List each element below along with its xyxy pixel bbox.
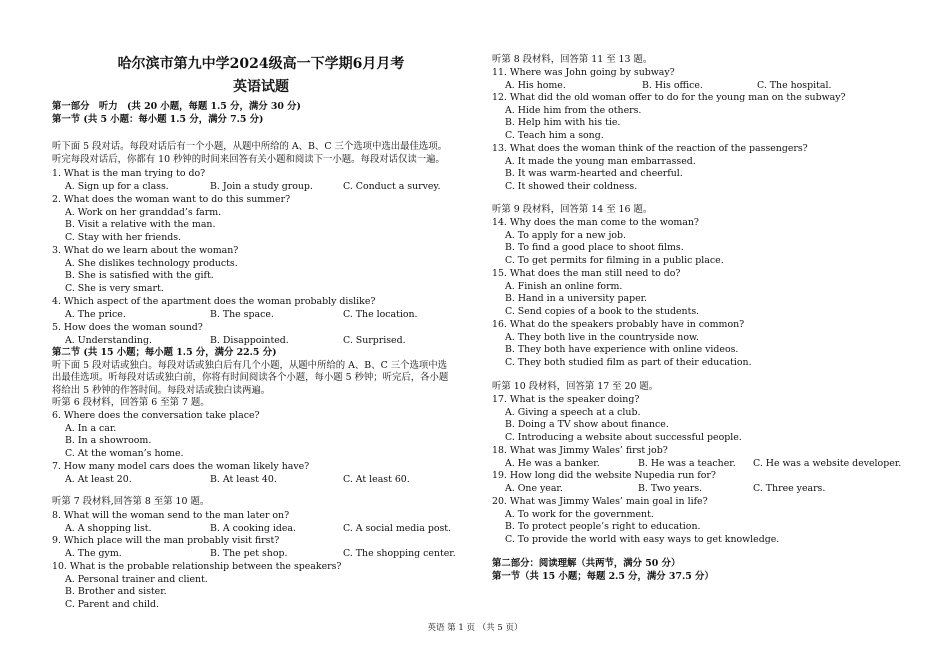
option-a: A. Giving a speech at a club.: [505, 406, 641, 418]
option-c: C. The shopping center.: [343, 547, 456, 559]
option-a: A. Finish an online form.: [505, 280, 623, 292]
part2-header: [492, 558, 912, 583]
option-a: A. To apply for a new job.: [505, 229, 627, 241]
option-b: B. Help him with his tie.: [505, 117, 621, 129]
question-1: [52, 168, 470, 193]
option-a: A. It made the young man embarrassed.: [505, 155, 696, 167]
question-stem: 6. Where does the conversation take place?: [52, 410, 260, 421]
option-b: B. Hand in a university paper.: [505, 293, 648, 305]
question-stem: 15. What does the man still need to do?: [492, 268, 681, 279]
question-13: [492, 143, 912, 193]
question-stem: 4. Which aspect of the apartment does the woman probably dislike?: [52, 296, 376, 307]
option-a: A. To work for the government.: [505, 508, 654, 520]
option-c: C. At least 60.: [343, 473, 410, 485]
option-a: A. In a car.: [65, 422, 117, 434]
question-stem: 3. What do we learn about the woman?: [52, 245, 239, 256]
option-b: B. Disappointed.: [210, 334, 289, 346]
option-c: C. A social media post.: [343, 522, 452, 534]
option-c: C. She is very smart.: [65, 282, 164, 294]
instruction-line: 出最佳选项。听每段对话或独白前，你将有时间阅读各个小题，每小题 5 秒钟；听完后，各小题: [52, 372, 449, 384]
question-stem: 17. What is the speaker doing?: [492, 394, 640, 405]
material-7-heading: 听第 7 段材料,回答第 8 至第 10 题。: [52, 496, 210, 507]
question-17: [492, 394, 912, 444]
option-a: A. They both live in the countryside now.: [505, 331, 699, 343]
question-stem: 7. How many model cars does the woman likely have?: [52, 461, 310, 472]
question-stem: 18. What was Jimmy Wales’ first job?: [492, 445, 668, 456]
option-c: C. The hospital.: [757, 79, 832, 91]
question-19: [492, 470, 912, 495]
question-5: [52, 322, 470, 347]
option-a: A. His home.: [505, 79, 566, 91]
option-a: A. He was a banker.: [505, 457, 600, 469]
question-9: [52, 535, 470, 560]
option-b: B. To find a good place to shoot films.: [505, 242, 684, 254]
question-stem: 5. How does the woman sound?: [52, 322, 203, 333]
option-c: C. Surprised.: [343, 334, 406, 346]
option-a: A. At least 20.: [65, 473, 132, 485]
question-6: [52, 410, 470, 460]
option-b: B. A cooking idea.: [210, 522, 296, 534]
question-15: [492, 268, 912, 318]
option-a: A. Hide him from the others.: [505, 104, 642, 116]
section1-heading: 第一节 (共 5 小题：每小题 1.5 分，满分 7.5 分): [52, 113, 264, 125]
option-a: A. Sign up for a class.: [65, 180, 169, 192]
instruction-line: 听完每段对话后，你都有 10 秒钟的时间来回答有关小题和阅读下一小题。每段对话仅读一遍。: [52, 153, 445, 165]
question-stem: 13. What does the woman think of the reaction of the passengers?: [492, 143, 808, 154]
option-a: A. Work on her granddad’s farm.: [65, 206, 222, 218]
option-c: C. To get permits for filming in a public place.: [505, 254, 724, 266]
option-b: B. He was a teacher.: [638, 457, 736, 469]
question-stem: 2. What does the woman want to do this summer?: [52, 194, 291, 205]
part1-heading: 第一部分 听力 (共 20 小题，每题 1.5 分，满分 30 分): [52, 101, 301, 112]
question-3: [52, 245, 470, 295]
option-b: B. The space.: [210, 308, 274, 320]
option-c: C. He was a website developer.: [753, 457, 902, 469]
instruction-line: 听下面 5 段对话或独白。每段对话或独白后有几个小题，从题中所给的 A、B、C 三个选项中选: [52, 359, 447, 371]
option-c: C. Conduct a survey.: [343, 180, 441, 192]
option-a: A. Understanding.: [65, 334, 152, 346]
option-b: B. The pet shop.: [210, 547, 288, 559]
question-stem: 9. Which place will the man probably visit first?: [52, 535, 280, 546]
option-a: A. Personal trainer and client.: [65, 573, 208, 585]
question-7: [52, 461, 470, 486]
option-b: B. Two years.: [638, 482, 703, 494]
material-8-heading: 听第 8 段材料，回答第 11 至 13 题。: [492, 54, 653, 65]
option-c: C. Send copies of a book to the students.: [505, 305, 700, 317]
section2-header: [52, 347, 470, 410]
option-c: C. Teach him a song.: [505, 129, 604, 141]
option-a: A. A shopping list.: [65, 522, 152, 534]
question-14: [492, 217, 912, 267]
question-12: [492, 92, 912, 142]
question-4: [52, 296, 470, 321]
option-b: B. It was warm-hearted and cheerful.: [505, 168, 683, 180]
option-c: C. Introducing a website about successful people.: [505, 431, 742, 443]
option-a: A. The gym.: [65, 547, 122, 559]
question-18: [492, 445, 912, 470]
question-stem: 1. What is the man trying to do?: [52, 168, 206, 179]
option-b: B. Brother and sister.: [65, 586, 167, 598]
question-10: [52, 561, 470, 611]
exam-title: 哈尔滨市第九中学2024级高一下学期6月月考: [117, 56, 405, 72]
question-stem: 8. What will the woman send to the man later on?: [52, 510, 290, 521]
instruction-line: 听下面 5 段对话。每段对话后有一个小题，从题中所给的 A、B、C 三个选项中选出最佳选项。: [52, 141, 447, 152]
option-a: A. The price.: [65, 308, 126, 320]
question-20: [492, 496, 912, 546]
material-6-heading: 听第 6 段材料，回答第 6 至第 7 题。: [52, 397, 210, 409]
instruction-line: 将给出 5 秒钟的作答时间。每段对话或独白读两遍。: [52, 384, 271, 396]
option-c: C. At the woman’s home.: [65, 447, 184, 459]
question-stem: 14. Why does the man come to the woman?: [492, 217, 699, 228]
part1-header: [52, 101, 470, 126]
option-c: C. Parent and child.: [65, 598, 159, 610]
question-stem: 19. How long did the website Nupedia run for?: [492, 470, 716, 481]
question-stem: 10. What is the probable relationship between the speakers?: [52, 561, 342, 572]
option-b: B. Visit a relative with the man.: [65, 219, 216, 231]
question-2: [52, 194, 470, 244]
option-a: A. One year.: [505, 482, 563, 494]
option-b: B. Join a study group.: [210, 180, 313, 192]
question-8: [52, 510, 470, 535]
question-stem: 12. What did the old woman offer to do for the young man on the subway?: [492, 92, 846, 103]
option-c: C. The location.: [343, 308, 418, 320]
section1-instructions: [52, 141, 470, 166]
part2-section1-heading: 第一节（共 15 小题；每题 2.5 分，满分 37.5 分）: [492, 570, 714, 582]
option-c: C. To provide the world with easy ways to get knowledge.: [505, 533, 780, 545]
option-b: B. She is satisfied with the gift.: [65, 270, 214, 282]
option-b: B. Doing a TV show about finance.: [505, 419, 669, 431]
option-c: C. It showed their coldness.: [505, 180, 638, 192]
material-9-heading: 听第 9 段材料，回答第 14 至 16 题。: [492, 204, 653, 215]
question-stem: 20. What was Jimmy Wales’ main goal in life?: [492, 496, 708, 507]
question-11: [492, 67, 912, 92]
section2-heading: 第二节 (共 15 小题；每小题 1.5 分，满分 22.5 分): [52, 347, 277, 358]
option-b: B. His office.: [642, 79, 703, 91]
option-c: C. Stay with her friends.: [65, 231, 182, 243]
exam-subtitle: 英语试题: [233, 79, 289, 95]
question-16: [492, 319, 912, 369]
question-stem: 16. What do the speakers probably have in common?: [492, 319, 745, 330]
option-b: B. At least 40.: [210, 473, 277, 485]
option-b: B. To protect people’s right to education.: [505, 521, 701, 533]
material-10-heading: 听第 10 段材料，回答第 17 至 20 题。: [492, 381, 659, 392]
option-b: B. In a showroom.: [65, 435, 152, 447]
question-stem: 11. Where was John going by subway?: [492, 67, 675, 78]
option-c: C. They both studied film as part of their education.: [505, 356, 752, 368]
part2-heading: 第二部分：阅读理解（共两节，满分 50 分）: [492, 558, 681, 569]
option-a: A. She dislikes technology products.: [65, 257, 238, 269]
option-c: C. Three years.: [753, 482, 826, 494]
option-b: B. They both have experience with online videos.: [505, 344, 739, 356]
page-footer: 英语 第 1 页 （共 5 页）: [427, 623, 523, 633]
